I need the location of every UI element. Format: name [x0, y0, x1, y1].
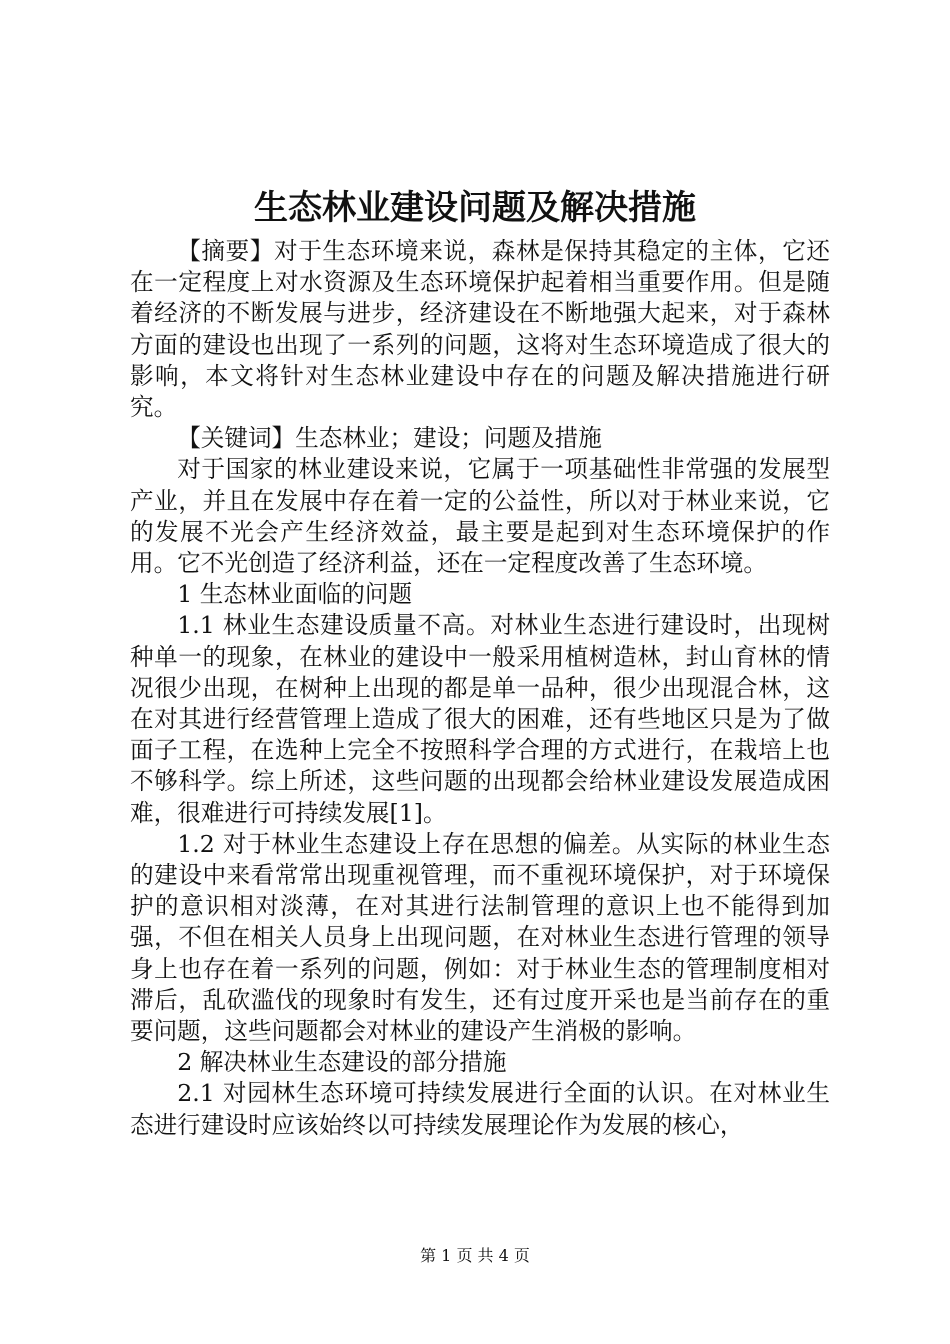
abstract-paragraph: 【摘要】对于生态环境来说，森林是保持其稳定的主体，它还在一定程度上对水资源及生态环境保护起着相当重要作用。但是随着经济的不断发展与进步，经济建设在不断地强大起来，对于森林方面的建设也出现了一系列的问题，这将对生态环境造成了很大的影响，本文将针对生态林业建设中存在的问题及解决措施进行研究。: [130, 237, 830, 422]
keywords-paragraph: 【关键词】生态林业；建设；问题及措施: [177, 424, 602, 453]
document-title: 生态林业建设问题及解决措施: [254, 188, 696, 228]
section-heading-2: 2 解决林业生态建设的部分措施: [177, 1048, 507, 1077]
document-body: [130, 236, 830, 1141]
subsection-paragraph-1-2: 1.2 对于林业生态建设上存在思想的偏差。从实际的林业生态的建设中来看常常出现重视管理，而不重视环境保护，对于环境保护的意识相对淡薄，在对其进行法制管理的意识上也不能得到加强，不但在相关人员身上出现问题，在对林业生态进行管理的领导身上也存在着一系列的问题，例如：对于林业生态的管理制度相对滞后，乱砍滥伐的现象时有发生，还有过度开采也是当前存在的重要问题，这些问题都会对林业的建设产生消极的影响。: [130, 829, 830, 1046]
subsection-paragraph-2-1: 2.1 对园林生态环境可持续发展进行全面的认识。在对林业生态进行建设时应该始终以可持续发展理论作为发展的核心，: [130, 1079, 830, 1139]
intro-paragraph: 对于国家的林业建设来说，它属于一项基础性非常强的发展型产业，并且在发展中存在着一定的公益性，所以对于林业来说，它的发展不光会产生经济效益，最主要是起到对生态环境保护的作用。它不光创造了经济利益，还在一定程度改善了生态环境。: [130, 455, 830, 578]
subsection-paragraph-1-1: 1.1 林业生态建设质量不高。对林业生态进行建设时，出现树种单一的现象，在林业的建设中一般采用植树造林，封山育林的情况很少出现，在树种上出现的都是单一品种，很少出现混合林，这在对其进行经营管理上造成了很大的困难，还有些地区只是为了做面子工程，在选种上完全不按照科学合理的方式进行，在栽培上也不够科学。综上所述，这些问题的出现都会给林业建设发展造成困难，很难进行可持续发展[1]。: [130, 611, 830, 827]
section-heading-1: 1 生态林业面临的问题: [177, 580, 413, 609]
page-footer: 第 1 页 共 4 页: [420, 1246, 530, 1265]
